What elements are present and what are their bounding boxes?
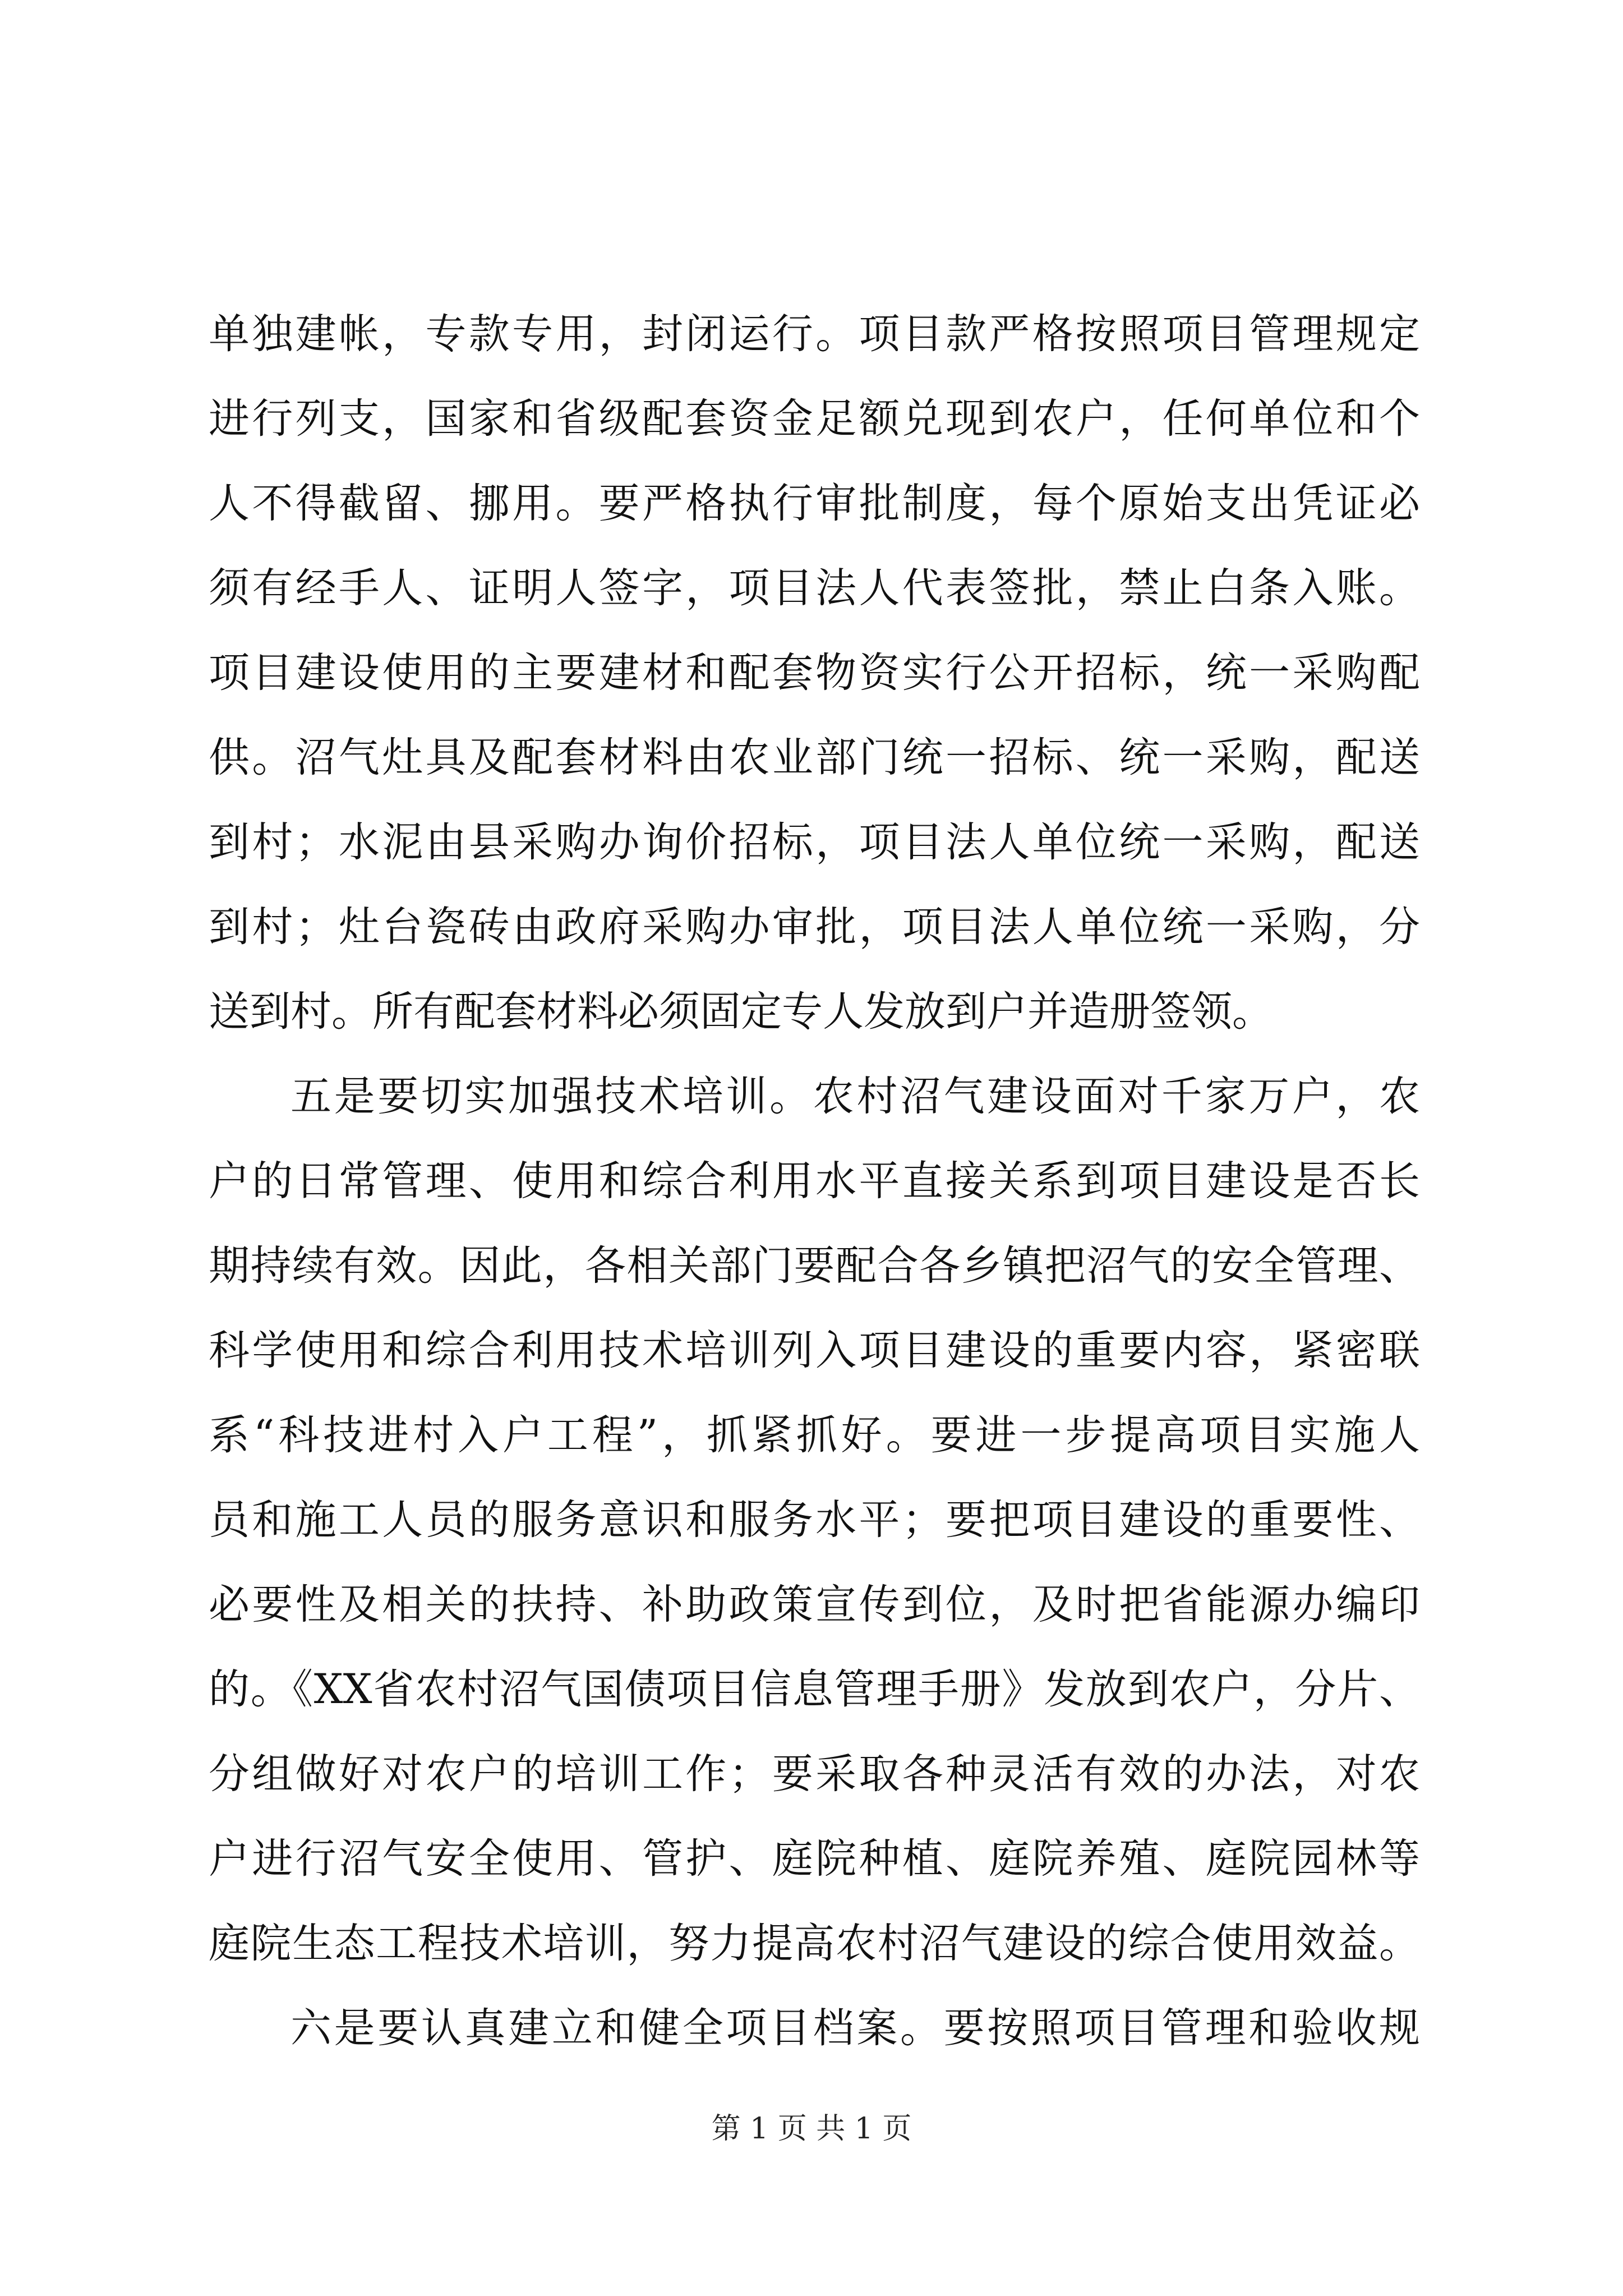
paragraph-start-line: 五是要切实加强技术培训。农村沼气建设面对千家万户，农 (291, 1073, 1420, 1120)
text-line: 送到村。所有配套材料必须固定专人发放到户并造册签领。 (209, 988, 1273, 1036)
text-line: 到村；水泥由县采购办询价招标，项目法人单位统一采购，配送 (209, 818, 1420, 866)
text-line: 到村；灶台瓷砖由政府采购办审批，项目法人单位统一采购，分 (209, 903, 1420, 951)
page-number-label: 第 1 页 共 1 页 (711, 2112, 912, 2146)
text-line: 须有经手人、证明人签字，项目法人代表签批，禁止白条入账。 (209, 564, 1420, 612)
text-line: 项目建设使用的主要建材和配套物资实行公开招标，统一采购配 (209, 649, 1420, 697)
text-line: 分组做好对农户的培训工作；要采取各种灵活有效的办法，对农 (209, 1750, 1420, 1798)
text-line: 科学使用和综合利用技术培训列入项目建设的重要内容，紧密联 (209, 1327, 1420, 1374)
text-line: 期持续有效。因此，各相关部门要配合各乡镇把沼气的安全管理、 (209, 1242, 1420, 1290)
text-line: 庭院生态工程技术培训，努力提高农村沼气建设的综合使用效益。 (209, 1920, 1420, 1967)
text-line: 的。《XX省农村沼气国债项目信息管理手册》发放到农户，分片、 (209, 1665, 1420, 1713)
page-footer (0, 2109, 1623, 2148)
text-line: 供。沼气灶具及配套材料由农业部门统一招标、统一采购，配送 (209, 734, 1420, 781)
text-line: 系“科技进村入户工程”，抓紧抓好。要进一步提高项目实施人 (209, 1411, 1420, 1459)
text-line: 户的日常管理、使用和综合利用水平直接关系到项目建设是否长 (209, 1157, 1420, 1205)
text-line: 户进行沼气安全使用、管护、庭院种植、庭院养殖、庭院园林等 (209, 1835, 1420, 1883)
text-line: 必要性及相关的扶持、补助政策宣传到位，及时把省能源办编印 (209, 1581, 1420, 1628)
text-line: 单独建帐，专款专用，封闭运行。项目款严格按照项目管理规定 (209, 310, 1420, 358)
text-line: 人不得截留、挪用。要严格执行审批制度，每个原始支出凭证必 (209, 480, 1420, 527)
text-line: 员和施工人员的服务意识和服务水平；要把项目建设的重要性、 (209, 1496, 1420, 1544)
document-body (209, 292, 1420, 2070)
paragraph-start-line: 六是要认真建立和健全项目档案。要按照项目管理和验收规 (291, 2004, 1420, 2052)
text-line: 进行列支，国家和省级配套资金足额兑现到农户，任何单位和个 (209, 395, 1420, 443)
